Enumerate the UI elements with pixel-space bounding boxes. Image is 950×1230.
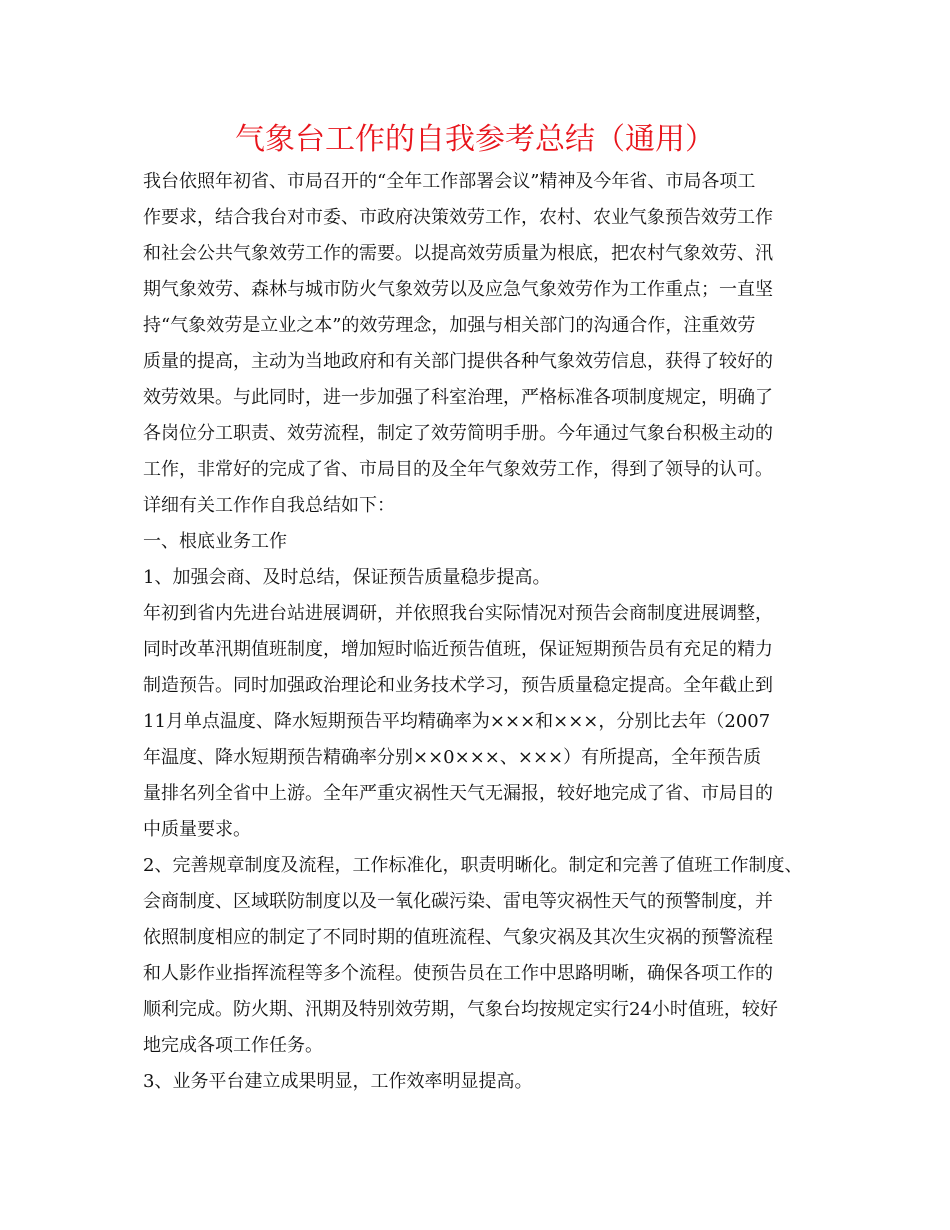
body-line: 同时改革汛期值班制度，增加短时临近预告值班，保证短期预告员有充足的精力 bbox=[143, 639, 773, 660]
section-heading: 一、根底业务工作 bbox=[143, 531, 287, 552]
body-line: 年温度、降水短期预告精确率分别××0×××、×××）有所提高，全年预告质 bbox=[143, 747, 762, 768]
subsection-heading: 3、业务平台建立成果明显，工作效率明显提高。 bbox=[143, 1071, 533, 1092]
body-line: 各岗位分工职责、效劳流程，制定了效劳简明手册。今年通过气象台积极主动的 bbox=[143, 423, 773, 444]
body-line: 制造预告。同时加强政治理论和业务技术学习，预告质量稳定提高。全年截止到 bbox=[143, 675, 773, 696]
body-line: 作要求，结合我台对市委、市政府决策效劳工作，农村、农业气象预告效劳工作 bbox=[143, 207, 773, 228]
document-title: 气象台工作的自我参考总结（通用） bbox=[235, 122, 715, 157]
subsection-heading: 1、加强会商、及时总结，保证预告质量稳步提高。 bbox=[143, 567, 551, 588]
body-line: 和社会公共气象效劳工作的需要。以提高效劳质量为根底，把农村气象效劳、汛 bbox=[143, 243, 773, 264]
body-line: 中质量要求。 bbox=[143, 819, 251, 840]
body-line: 2、完善规章制度及流程，工作标准化，职责明晰化。制定和完善了值班工作制度、 bbox=[143, 855, 803, 876]
body-line: 持“气象效劳是立业之本”的效劳理念，加强与相关部门的沟通合作，注重效劳 bbox=[143, 315, 756, 336]
body-line: 年初到省内先进台站进展调研，并依照我台实际情况对预告会商制度进展调整， bbox=[143, 603, 773, 624]
body-line: 量排名列全省中上游。全年严重灾祸性天气无漏报，较好地完成了省、市局目的 bbox=[143, 783, 773, 804]
body-line: 和人影作业指挥流程等多个流程。使预告员在工作中思路明晰，确保各项工作的 bbox=[143, 963, 773, 984]
body-line: 期气象效劳、森林与城市防火气象效劳以及应急气象效劳作为工作重点；一直坚 bbox=[143, 279, 773, 300]
body-line: 顺利完成。防火期、汛期及特别效劳期，气象台均按规定实行24小时值班，较好 bbox=[143, 999, 778, 1020]
body-line: 11月单点温度、降水短期预告平均精确率为×××和×××，分别比去年（2007 bbox=[143, 711, 771, 732]
body-line: 详细有关工作作自我总结如下： bbox=[143, 495, 395, 516]
body-line: 依照制度相应的制定了不同时期的值班流程、气象灾祸及其次生灾祸的预警流程 bbox=[143, 927, 773, 948]
body-line: 质量的提高，主动为当地政府和有关部门提供各种气象效劳信息，获得了较好的 bbox=[143, 351, 773, 372]
body-line: 工作，非常好的完成了省、市局目的及全年气象效劳工作，得到了领导的认可。 bbox=[143, 459, 773, 480]
body-line: 效劳效果。与此同时，进一步加强了科室治理，严格标准各项制度规定，明确了 bbox=[143, 387, 773, 408]
body-line: 会商制度、区域联防制度以及一氧化碳污染、雷电等灾祸性天气的预警制度，并 bbox=[143, 891, 773, 912]
body-line: 我台依照年初省、市局召开的“全年工作部署会议”精神及今年省、市局各项工 bbox=[143, 171, 756, 192]
body-line: 地完成各项工作任务。 bbox=[143, 1035, 323, 1056]
